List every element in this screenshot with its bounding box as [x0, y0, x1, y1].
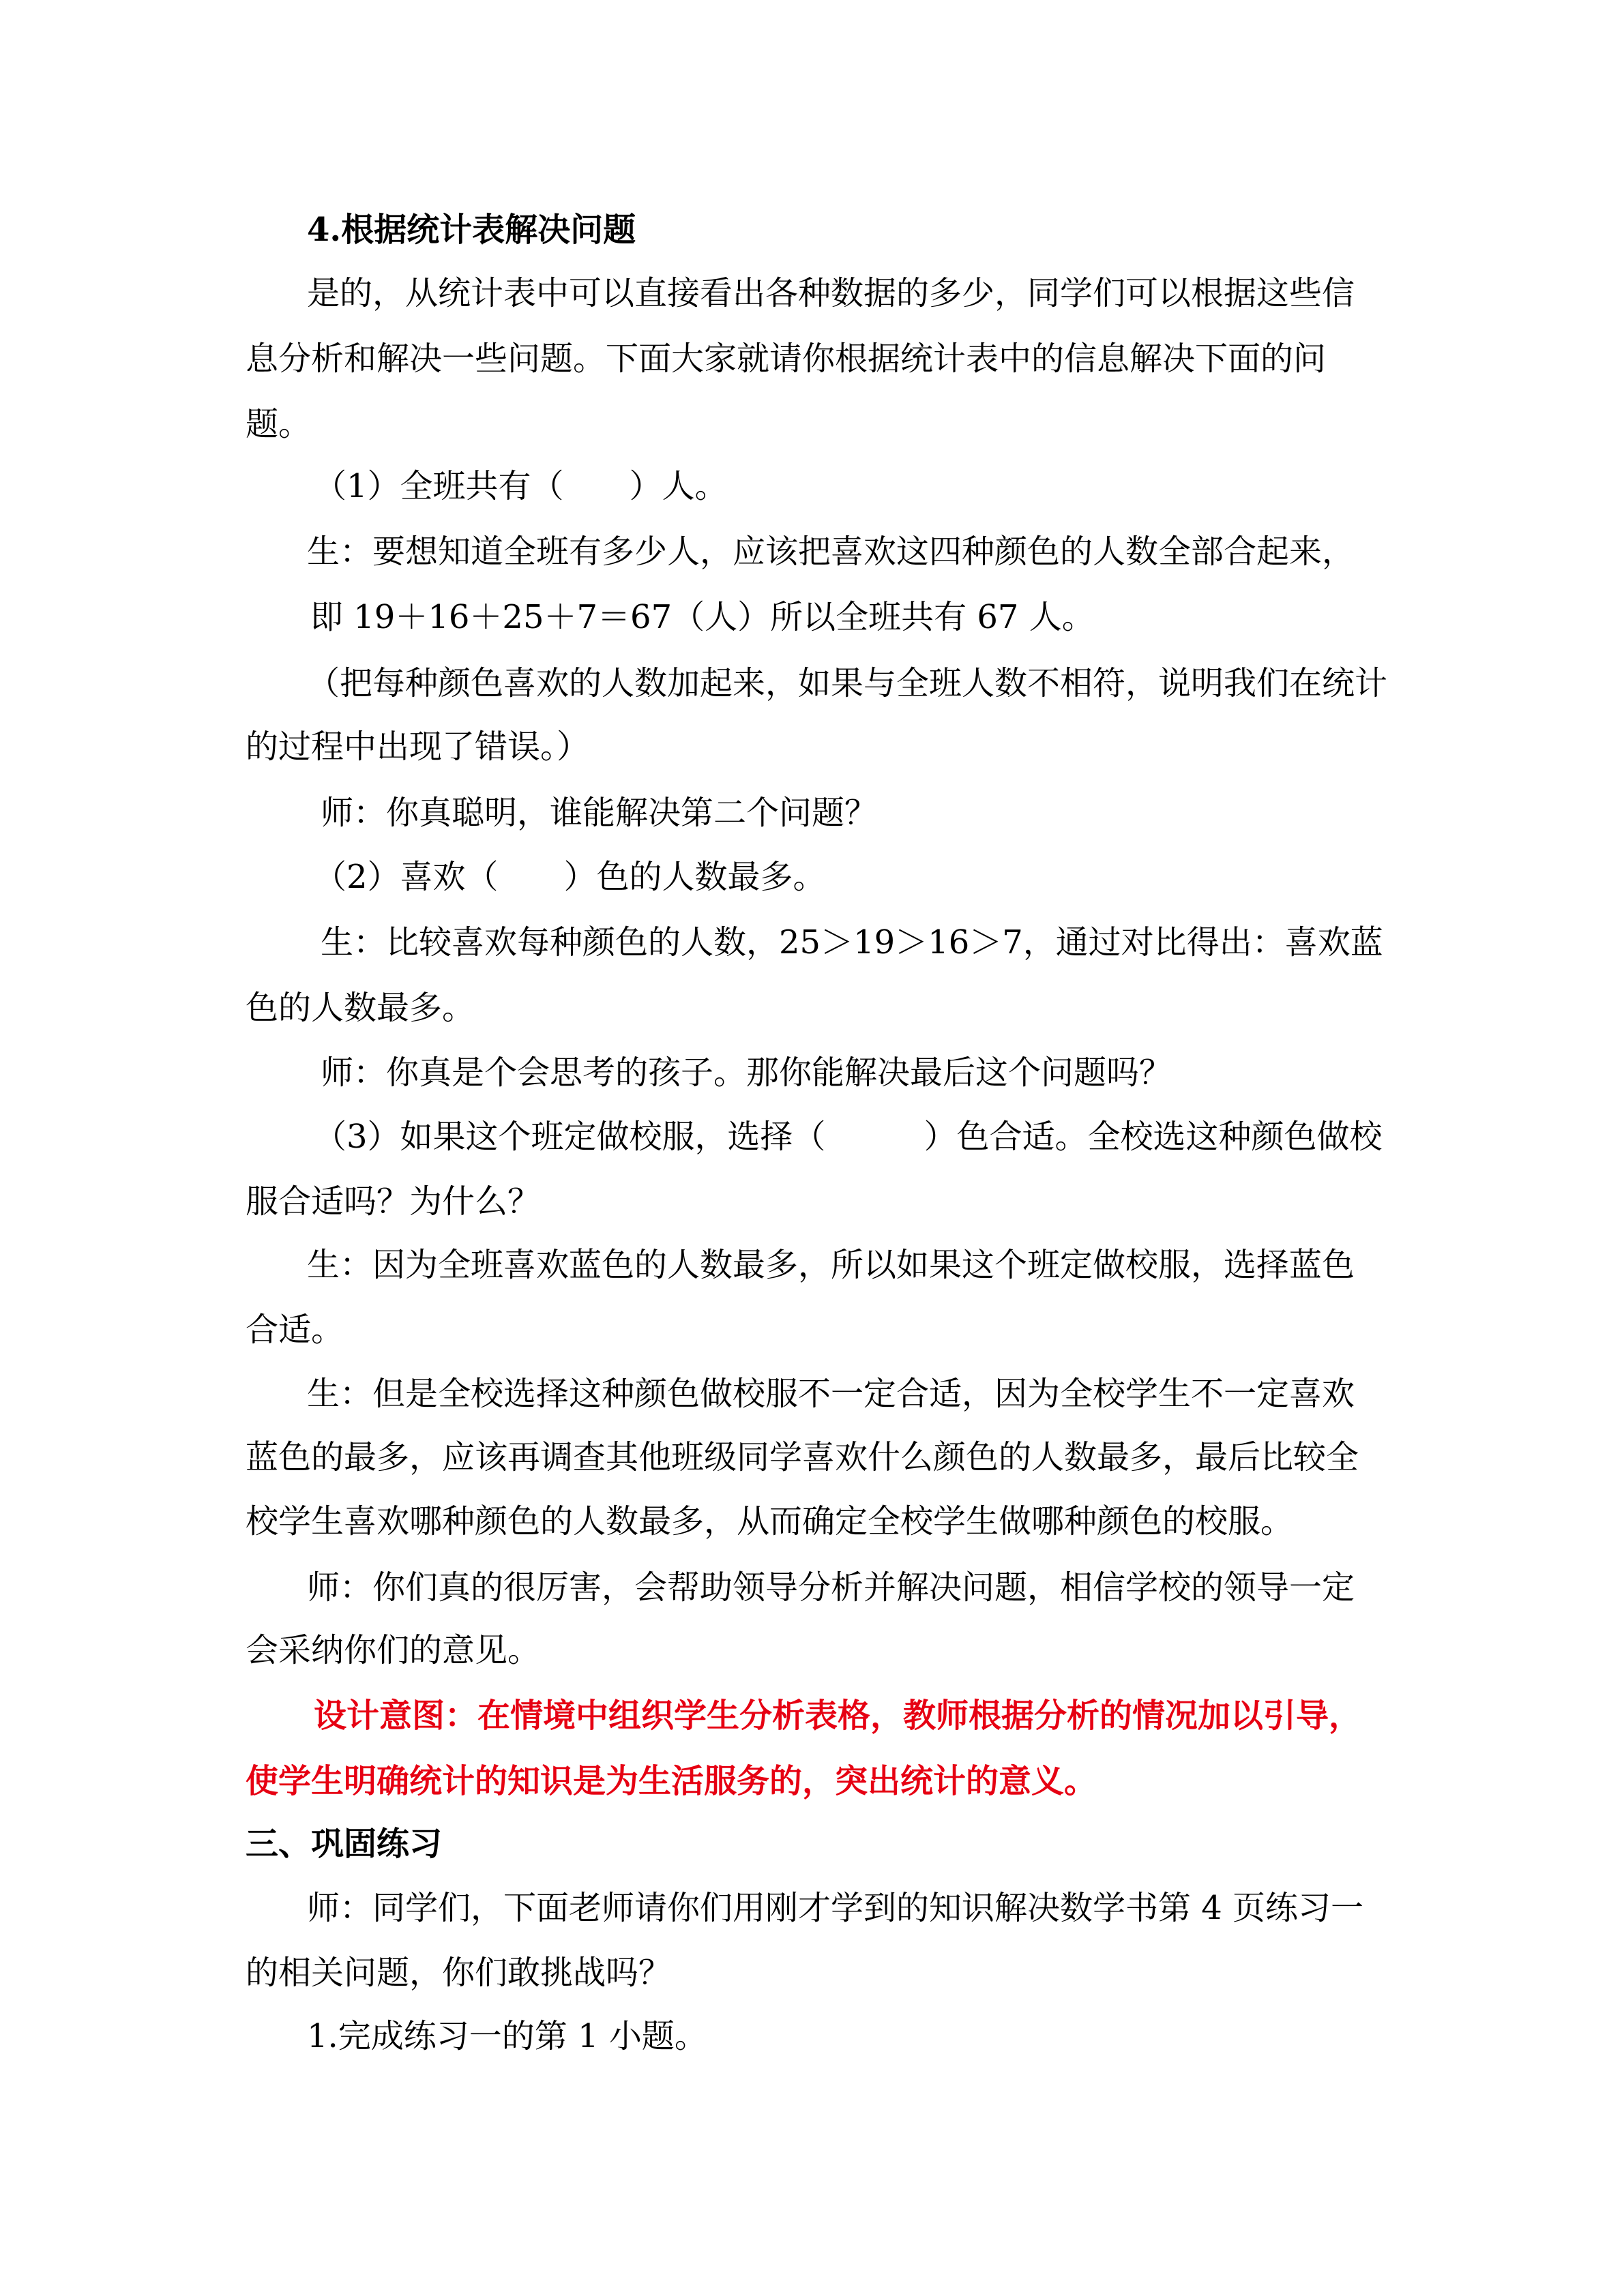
- design-intent-note: 设计意图：在情境中组织学生分析表格，教师根据分析的情况加以引导，: [314, 1697, 1362, 1735]
- student-answer-line: 生：因为全班喜欢蓝色的人数最多，所以如果这个班定做校服，选择蓝色: [307, 1246, 1355, 1284]
- student-answer-line: 生：比较喜欢每种颜色的人数，25＞19＞16＞7，通过对比得出：喜欢蓝: [321, 923, 1383, 961]
- paragraph-line: 题。: [246, 405, 312, 443]
- student-answer-line: 色的人数最多。: [246, 989, 475, 1027]
- student-answer-line: 合适。: [246, 1311, 344, 1349]
- student-answer-line: 校学生喜欢哪种颜色的人数最多，从而确定全校学生做哪种颜色的校服。: [246, 1502, 1294, 1540]
- teacher-line: 的相关问题，你们敢挑战吗？: [246, 1954, 672, 1992]
- paragraph-line: （把每种颜色喜欢的人数加起来，如果与全班人数不相符，说明我们在统计: [307, 664, 1388, 702]
- paragraph-line: 的过程中出现了错误。）: [246, 728, 590, 766]
- student-answer-line: 生：但是全校选择这种颜色做校服不一定合适，因为全校学生不一定喜欢: [307, 1375, 1355, 1413]
- question-1: （1）全班共有（ ）人。: [314, 467, 728, 505]
- student-answer-line: 生：要想知道全班有多少人，应该把喜欢这四种颜色的人数全部合起来，: [307, 533, 1355, 571]
- design-intent-note: 使学生明确统计的知识是为生活服务的，突出统计的意义。: [246, 1762, 1097, 1800]
- question-3: 服合适吗？为什么？: [246, 1182, 541, 1221]
- section-heading-4: 4.根据统计表解决问题: [307, 211, 636, 249]
- teacher-line: 师：同学们，下面老师请你们用刚才学到的知识解决数学书第 4 页练习一: [307, 1889, 1364, 1927]
- section-heading-3: 三、巩固练习: [246, 1825, 443, 1863]
- student-answer-line: 蓝色的最多，应该再调查其他班级同学喜欢什么颜色的人数最多，最后比较全: [246, 1438, 1359, 1476]
- teacher-line: 师：你们真的很厉害，会帮助领导分析并解决问题，相信学校的领导一定: [307, 1568, 1355, 1607]
- exercise-item: 1.完成练习一的第 1 小题。: [307, 2017, 707, 2055]
- paragraph-line: 息分析和解决一些问题。下面大家就请你根据统计表中的信息解决下面的问: [246, 340, 1327, 378]
- teacher-line: 师：你真是个会思考的孩子。那你能解决最后这个问题吗？: [321, 1054, 1172, 1092]
- question-3: （3）如果这个班定做校服，选择（ ）色合适。全校选这种颜色做校: [314, 1118, 1383, 1156]
- paragraph-line: 是的，从统计表中可以直接看出各种数据的多少，同学们可以根据这些信: [307, 274, 1355, 312]
- question-2: （2）喜欢（ ）色的人数最多。: [314, 858, 826, 896]
- teacher-line: 师：你真聪明，谁能解决第二个问题？: [321, 794, 878, 832]
- teacher-line: 会采纳你们的意见。: [246, 1631, 541, 1669]
- student-answer-line: 即 19＋16＋25＋7＝67（人）所以全班共有 67 人。: [310, 598, 1095, 636]
